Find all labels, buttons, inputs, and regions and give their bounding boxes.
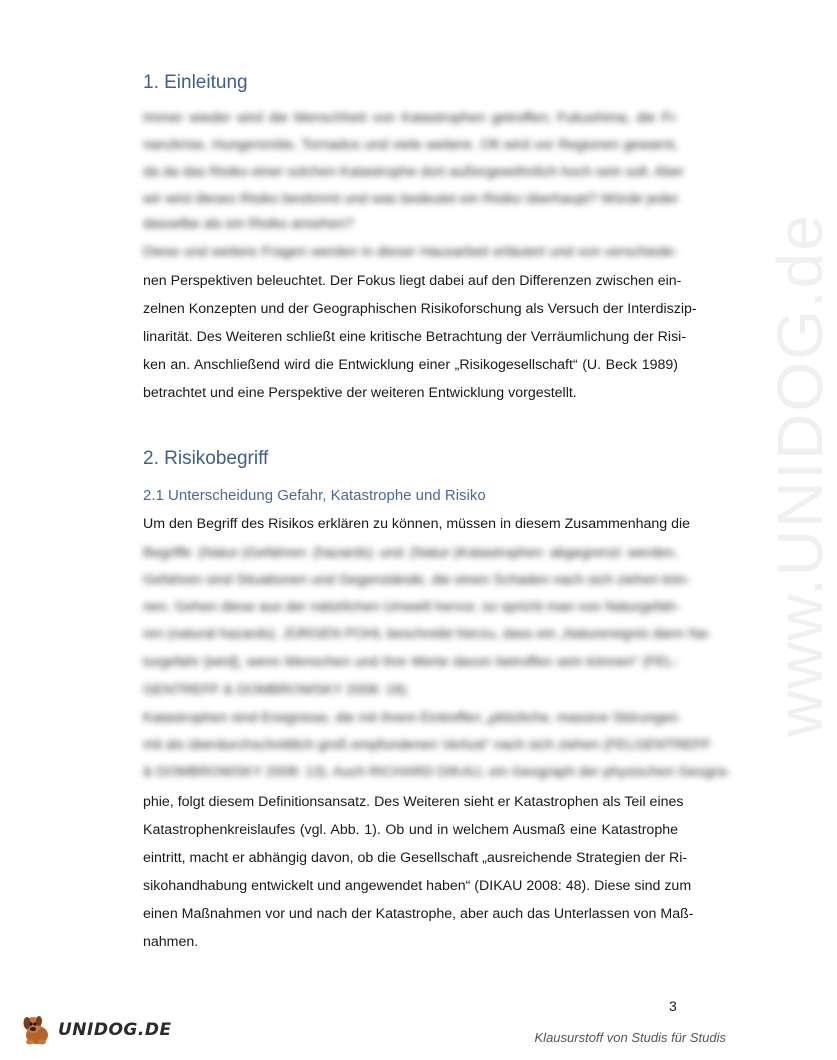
- watermark: www.UNIDOG.de: [764, 213, 836, 737]
- text-line: betrachtet und eine Perspektive der weiteren Entwicklung vorgestellt.: [143, 385, 577, 401]
- heading-einleitung: 1. Einleitung: [143, 72, 248, 93]
- text-line: Um den Begriff des Risikos erklären zu können, müssen in diesem Zusammenhang die: [143, 516, 691, 532]
- blurred-line: turgefahr [wird], wenn Menschen und ihre Werte davon betroffen sein können“ (FEL-: [143, 654, 678, 670]
- blurred-line: mit als überdurchschnittlich groß empfundenen Verlust“ nach sich ziehen (FELGENTREFF: [143, 737, 711, 753]
- blurred-line: ren (natural hazards). JÜRGEN POHL beschreibt hierzu, dass ein „Naturereignis dann Na-: [143, 626, 712, 642]
- blurred-line: Immer wieder wird die Menschheit von Katastrophen getroffen; Fukushima, die Fi-: [143, 110, 678, 126]
- blurred-line: da da das Risiko einer solchen Katastrophe dort außergewöhnlich hoch sein soll. Aber: [143, 164, 685, 180]
- text-line: eintritt, macht er abhängig davon, ob die Gesellschaft „ausreichende Strategien der Ri-: [143, 850, 688, 866]
- subheading-unterscheidung: 2.1 Unterscheidung Gefahr, Katastrophe und Risiko: [143, 487, 486, 504]
- text-line: nen Perspektiven beleuchtet. Der Fokus liegt dabei auf den Differenzen zwischen ein-: [143, 273, 682, 289]
- blurred-line: wir wird dieses Risiko bestimmt und was bedeutet ein Risiko überhaupt? Würde jeder: [143, 191, 679, 207]
- logo-text: UNIDOG.DE: [58, 1020, 172, 1040]
- page-number: 3: [669, 998, 677, 1014]
- text-line: nahmen.: [143, 934, 199, 950]
- blurred-line: dasselbe als ein Risiko ansehen?: [143, 216, 354, 232]
- blurred-line: Begriffe (Natur-)Gefahren (hazards) und (Natur-)Katastrophen abgegrenzt werden.: [143, 545, 678, 561]
- heading-risikobegriff: 2. Risikobegriff: [143, 448, 269, 469]
- dog-mascot-icon: [20, 1013, 54, 1047]
- blurred-line: nen. Gehen diese aus der natürlichen Umwelt hervor, so spricht man von Naturgefah-: [143, 599, 681, 615]
- blurred-line: Katastrophen sind Ereignisse, die mit ihrem Eintreffen „plötzliche, massive Störungen: [143, 710, 679, 726]
- blurred-line: & DOMBROWSKY 2008: 13). Auch RICHARD DIKAU, ein Geograph der physischen Geogra-: [143, 764, 731, 780]
- text-line: phie, folgt diesem Definitionsansatz. Des Weiteren sieht er Katastrophen als Teil eines: [143, 794, 684, 810]
- unidog-logo[interactable]: [20, 1012, 172, 1048]
- text-line: einen Maßnahmen vor und nach der Katastrophe, aber auch das Unterlassen von Maß-: [143, 906, 694, 922]
- text-line: linarität. Des Weiteren schließt eine kritische Betrachtung der Verräumlichung der Risi-: [143, 329, 687, 345]
- text-line: sikohandhabung entwickelt und angewendet haben“ (DIKAU 2008: 48). Diese sind zum: [143, 878, 692, 894]
- blurred-line: Diese und weitere Fragen werden in dieser Hausarbeit erläutert und von verschiede-: [143, 244, 678, 260]
- footer-slogan: Klausurstoff von Studis für Studis: [534, 1030, 726, 1045]
- text-line: Katastrophenkreislaufes (vgl. Abb. 1). Ob und in welchem Ausmaß eine Katastrophe: [143, 822, 678, 838]
- text-line: ken an. Anschließend wird die Entwicklung einer „Risikogesellschaft“ (U. Beck 1989): [143, 357, 678, 373]
- blurred-line: Gefahren sind Situationen und Gegenstände, die einen Schaden nach sich ziehen kön-: [143, 572, 691, 588]
- blurred-line: GENTREFF & DOMBROWSKY 2008: 18).: [143, 682, 410, 698]
- text-line: zelnen Konzepten und der Geographischen Risikoforschung als Versuch der Interdiszip-: [143, 301, 697, 317]
- blurred-line: nanzkrise, Hungersnöte, Tornados und viele weitere. Oft wird vor Regionen gewarnt,: [143, 137, 678, 153]
